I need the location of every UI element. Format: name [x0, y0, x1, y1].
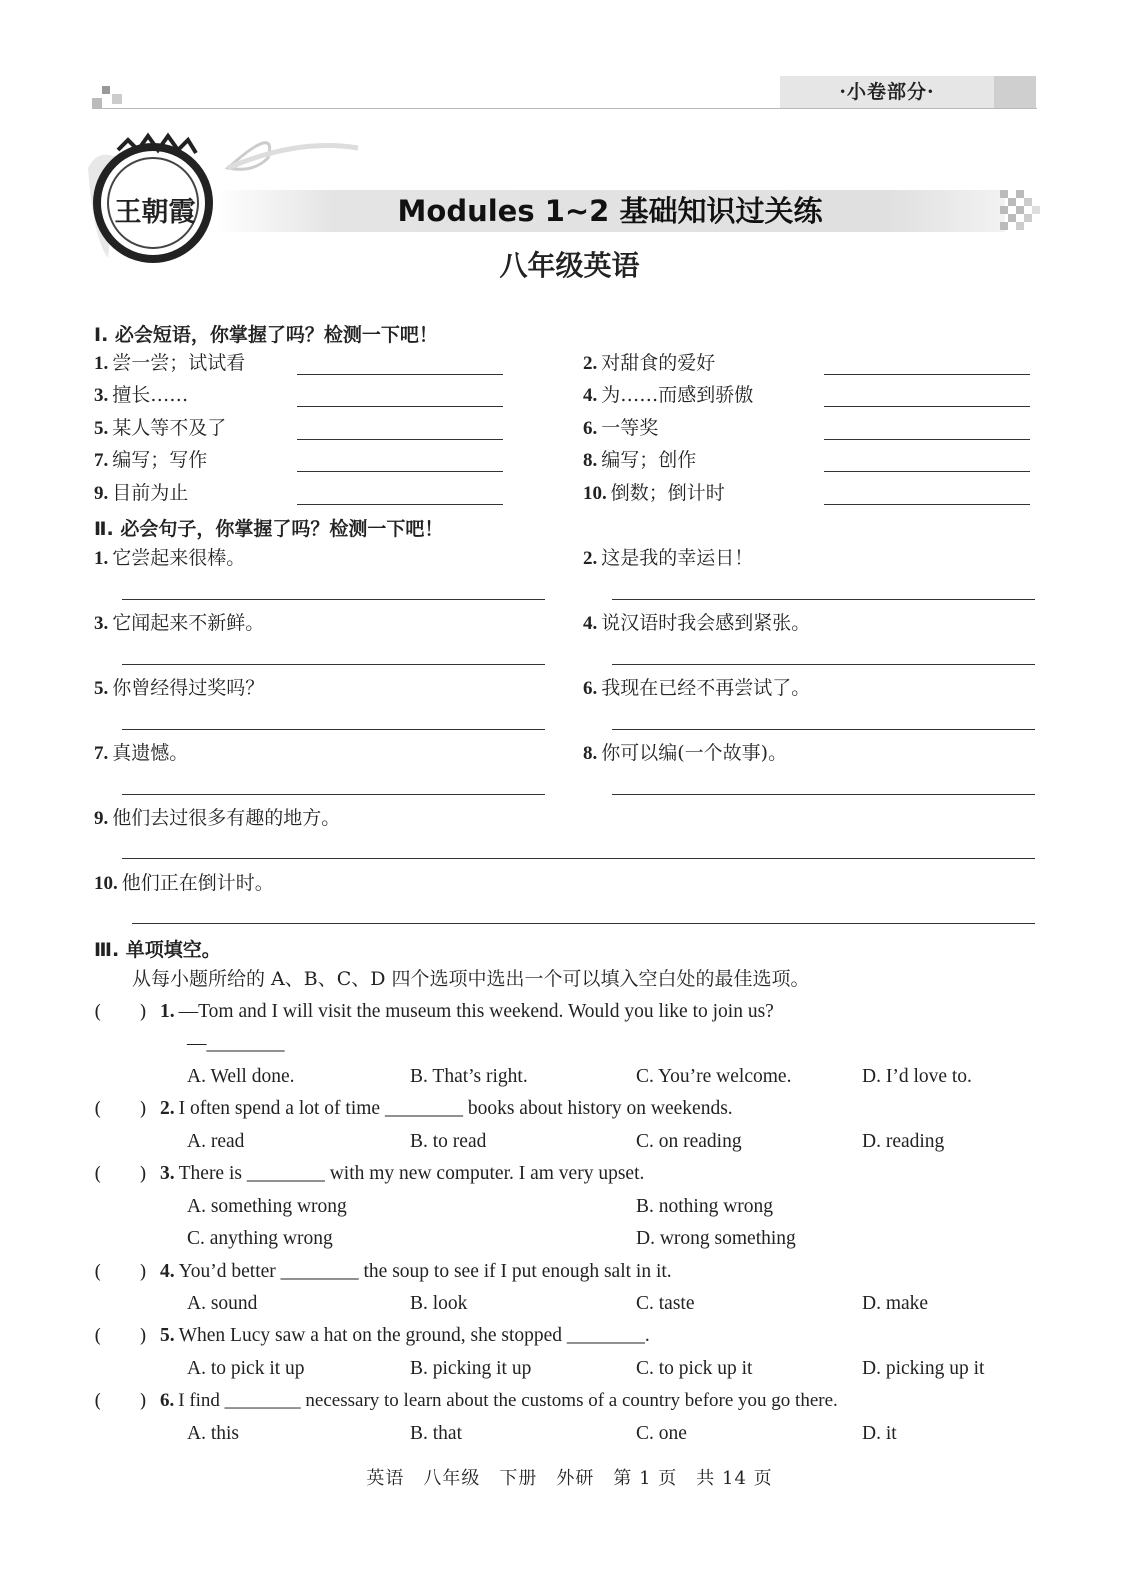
answer-line[interactable] [122, 664, 545, 665]
option-c[interactable]: C. on reading [636, 1131, 742, 1152]
sentence-item: 7. 真遗憾。 [94, 742, 189, 764]
answer-blank[interactable] [297, 406, 503, 407]
section3-heading: Ⅲ. 单项填空。 [94, 939, 221, 961]
sentence-item: 9. 他们去过很多有趣的地方。 [94, 807, 341, 829]
answer-blank[interactable] [297, 439, 503, 440]
phrase-item: 2. 对甜食的爱好 [583, 352, 716, 374]
answer-blank[interactable] [297, 504, 503, 505]
checker-decoration [1000, 190, 1040, 232]
phrase-item: 6. 一等奖 [583, 417, 659, 439]
option-b[interactable]: B. to read [410, 1131, 487, 1152]
answer-paren[interactable]: ( ) [94, 1261, 147, 1283]
answer-blank[interactable] [824, 504, 1030, 505]
answer-paren[interactable]: ( ) [94, 1390, 147, 1412]
section-tag: ·小卷部分· [780, 76, 994, 108]
tag-block [994, 76, 1036, 108]
phrase-item: 4. 为……而感到骄傲 [583, 384, 754, 406]
answer-line[interactable] [612, 794, 1035, 795]
answer-paren[interactable]: ( ) [94, 1001, 147, 1023]
option-b[interactable]: B. nothing wrong [636, 1196, 774, 1217]
answer-line[interactable] [122, 599, 545, 600]
option-c[interactable]: C. to pick up it [636, 1358, 753, 1379]
answer-line[interactable] [612, 664, 1035, 665]
page-subtitle: 八年级英语 [499, 249, 640, 282]
sentence-item: 3. 它闻起来不新鲜。 [94, 612, 265, 634]
option-c[interactable]: C. anything wrong [187, 1228, 333, 1249]
answer-blank[interactable] [824, 471, 1030, 472]
answer-paren[interactable]: ( ) [94, 1325, 147, 1347]
answer-line[interactable] [122, 794, 545, 795]
option-a[interactable]: A. this [187, 1423, 240, 1444]
option-c[interactable]: C. one [636, 1423, 687, 1444]
option-d[interactable]: D. wrong something [636, 1228, 796, 1249]
answer-blank[interactable] [297, 374, 503, 375]
phrase-item: 8. 编写；创作 [583, 449, 697, 471]
phrase-item: 5. 某人等不及了 [94, 417, 227, 439]
phrase-item: 1. 尝一尝；试试看 [94, 352, 246, 374]
sentence-item: 4. 说汉语时我会感到紧张。 [583, 612, 811, 634]
sentence-item: 10. 他们正在倒计时。 [94, 872, 274, 894]
phrase-item: 9. 目前为止 [94, 482, 189, 504]
section1-heading: Ⅰ. 必会短语，你掌握了吗？检测一下吧！ [94, 324, 438, 346]
answer-blank[interactable] [297, 471, 503, 472]
question-stem: 1. —Tom and I will visit the museum this weekend. Would you like to join us? [160, 1001, 774, 1022]
option-a[interactable]: A. to pick it up [187, 1358, 305, 1379]
phrase-item: 3. 擅长…… [94, 384, 189, 406]
option-a[interactable]: A. sound [187, 1293, 258, 1314]
question-stem: 6. I find ________ necessary to learn about the customs of a country before you go there. [160, 1390, 838, 1411]
question-stem: 4. You’d better ________ the soup to see if I put enough salt in it. [160, 1261, 672, 1282]
option-a[interactable]: A. something wrong [187, 1196, 347, 1217]
answer-blank[interactable] [824, 439, 1030, 440]
option-d[interactable]: D. I’d love to. [862, 1066, 972, 1087]
page-title: Modules 1~2 基础知识过关练 [397, 194, 823, 228]
option-c[interactable]: C. You’re welcome. [636, 1066, 792, 1087]
answer-line[interactable] [612, 599, 1035, 600]
option-d[interactable]: D. make [862, 1293, 929, 1314]
option-b[interactable]: B. picking it up [410, 1358, 532, 1379]
option-b[interactable]: B. That’s right. [410, 1066, 528, 1087]
section2-heading: Ⅱ. 必会句子，你掌握了吗？检测一下吧！ [94, 518, 444, 540]
answer-blank[interactable] [824, 374, 1030, 375]
sentence-item: 2. 这是我的幸运日！ [583, 547, 754, 569]
sentence-item: 5. 你曾经得过奖吗？ [94, 677, 265, 699]
sentence-item: 6. 我现在已经不再尝试了。 [583, 677, 811, 699]
answer-line[interactable] [132, 923, 1035, 924]
phrase-item: 7. 编写；写作 [94, 449, 208, 471]
sentence-item: 8. 你可以编(一个故事)。 [583, 742, 788, 764]
option-a[interactable]: A. read [187, 1131, 245, 1152]
option-d[interactable]: D. reading [862, 1131, 945, 1152]
option-a[interactable]: A. Well done. [187, 1066, 295, 1087]
answer-paren[interactable]: ( ) [94, 1163, 147, 1185]
answer-line[interactable] [122, 858, 1035, 859]
option-c[interactable]: C. taste [636, 1293, 695, 1314]
header-rule [92, 108, 1037, 109]
section3-instruction: 从每小题所给的 A、B、C、D 四个选项中选出一个可以填入空白处的最佳选项。 [132, 968, 810, 990]
option-d[interactable]: D. picking up it [862, 1358, 985, 1379]
answer-line[interactable] [122, 729, 545, 730]
option-b[interactable]: B. that [410, 1423, 462, 1444]
question-stem: 3. There is ________ with my new computer. I am very upset. [160, 1163, 645, 1184]
logo-text: 王朝霞 [114, 197, 196, 228]
question-stem: 2. I often spend a lot of time ________ books about history on weekends. [160, 1098, 733, 1119]
option-d[interactable]: D. it [862, 1423, 897, 1444]
question-stem-line2: —________ [187, 1033, 285, 1054]
option-b[interactable]: B. look [410, 1293, 468, 1314]
answer-blank[interactable] [824, 406, 1030, 407]
phrase-item: 10. 倒数；倒计时 [583, 482, 725, 504]
answer-line[interactable] [612, 729, 1035, 730]
question-stem: 5. When Lucy saw a hat on the ground, she stopped ________. [160, 1325, 650, 1346]
answer-paren[interactable]: ( ) [94, 1098, 147, 1120]
sentence-item: 1. 它尝起来很棒。 [94, 547, 246, 569]
page-footer: 英语 八年级 下册 外研 第 1 页 共 14 页 [366, 1468, 773, 1489]
